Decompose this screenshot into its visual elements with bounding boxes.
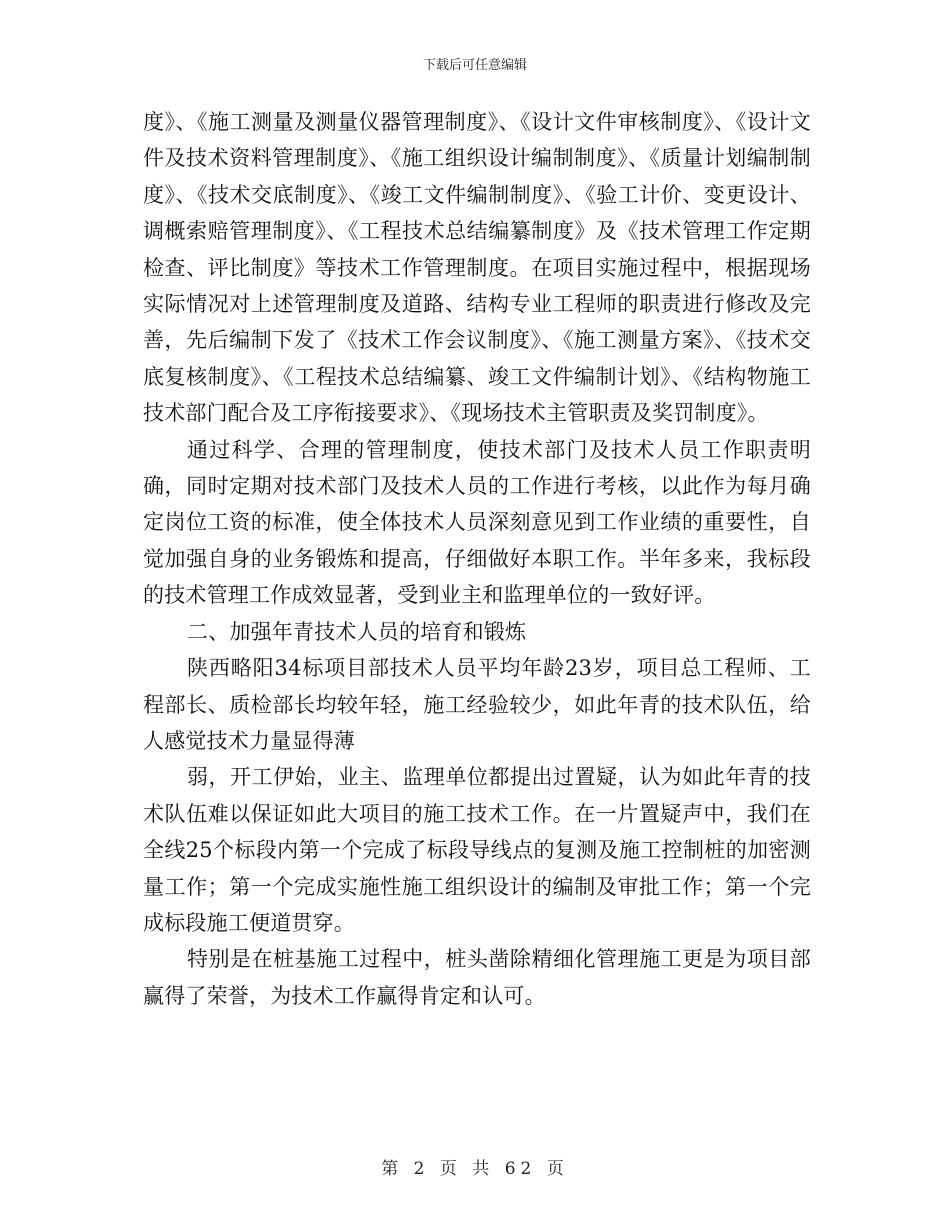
paragraph-2: 通过科学、合理的管理制度，使技术部门及技术人员工作职责明确，同时定期对技术部门及技术人员的工作进行考核，以此作为每月确定岗位工资的标准，使全体技术人员深刻意见到工作业绩的重要性，自觉加强自身的业务锻炼和提高，仔细做好本职工作。半年多来，我标段的技术管理工作成效显著，受到业主和监理单位的一致好评。: [143, 437, 811, 608]
page-header: 下载后可任意编辑: [422, 58, 527, 73]
paragraph-5: 特别是在桩基施工过程中，桩头凿除精细化管理施工更是为项目部赢得了荣誉，为技术工作赢得肯定和认可。: [143, 947, 811, 1008]
page-number: 第 2 页 共 62 页: [381, 1159, 569, 1179]
paragraph-3: 陕西略阳34标项目部技术人员平均年龄23岁，项目总工程师、工程部长、质检部长均较年轻，施工经验较少，如此年青的技术队伍，给人感觉技术力量显得薄: [143, 656, 811, 753]
section-heading: 二、加强年青技术人员的培育和锻炼: [187, 619, 527, 644]
paragraph-4: 弱，开工伊始，业主、监理单位都提出过置疑，认为如此年青的技术队伍难以保证如此大项目的施工技术工作。在一片置疑声中，我们在全线25个标段内第一个完成了标段导线点的复测及施工控制桩的加密测量工作；第一个完成实施性施工组织设计的编制及审批工作；第一个完成标段施工便道贯穿。: [143, 765, 811, 935]
paragraph-1: 度》、《施工测量及测量仪器管理制度》、《设计文件审核制度》、《设计文件及技术资料管理制度》、《施工组织设计编制制度》、《质量计划编制制度》、《技术交底制度》、《竣工文件编制制度》、《验工计价、变更设计、调概索赔管理制度》、《工程技术总结编纂制度》及《技术管理工作定期检查、评比制度》等技术工作管理制度。在项目实施过程中，根据现场实际情况对上述管理制度及道路、结构专业工程师的职责进行修改及完善，先后编制下发了《技术工作会议制度》、《施工测量方案》、《技术交底复核制度》、《工程技术总结编纂、竣工文件编制计划》、《结构物施工技术部门配合及工序衔接要求》、《现场技术主管职责及奖罚制度》。: [143, 110, 811, 426]
document-body: [143, 104, 811, 1014]
